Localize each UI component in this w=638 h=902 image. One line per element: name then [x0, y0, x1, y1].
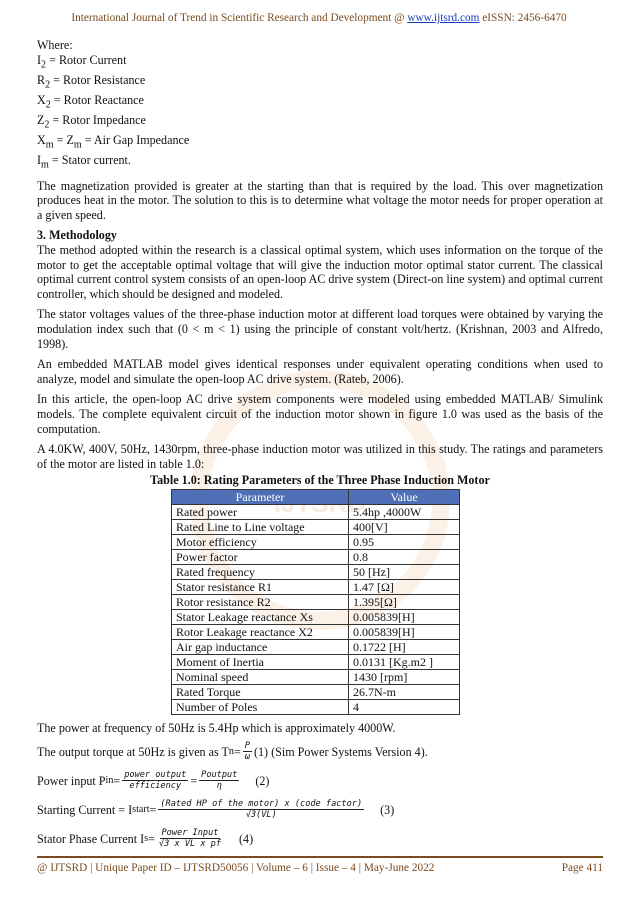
table-row: Stator Leakage reactance Xs 0.005839[H] [172, 609, 460, 624]
def-item: $X_2$ = Rotor Reactance [37, 92, 144, 110]
torque-equation: The output torque at 50Hz is given as T n = $\frac{P}{\omega}$ (1) (Sim Power Systems Version 4). [37, 741, 428, 763]
footer-divider [37, 856, 603, 858]
table-row: Rated Torque 26.7N-m [172, 684, 460, 699]
table-row: Rated Line to Line voltage 400[V] [172, 519, 460, 534]
footer-info: @ IJTSRD | Unique Paper ID – IJTSRD50056 | Volume – 6 | Issue – 4 | May-June 2022 [37, 862, 435, 874]
page-content [37, 38, 603, 857]
parameters-table [171, 489, 460, 715]
stator-current-fraction: $\frac{\text{Power Input}}{\text{√3 x VL x pf}}$ [158, 828, 222, 850]
table-row: Rated power 5.4hp ,4000W [172, 504, 460, 519]
paragraph-motor-spec: A 4.0KW, 400V, 50Hz, 1430rpm, three-phase induction motor was utilized in this study. The ratings and parameters of the motor are listed in table 1.0: [37, 442, 603, 471]
header-text: International Journal of Trend in Scientific Research and Development @ [71, 12, 408, 24]
page-footer [37, 862, 603, 874]
table-row: Nominal speed 1430 [rpm] [172, 669, 460, 684]
def-item: $I_2$ = Rotor Current [37, 52, 127, 70]
table-row: Motor efficiency 0.95 [172, 534, 460, 549]
journal-link[interactable]: www.ijtsrd.com [407, 12, 480, 24]
table-row: Power factor 0.8 [172, 549, 460, 564]
paragraph-magnetization: The magnetization provided is greater at the starting than that is required by the load. This over magnetization produces heat in the motor. The solution to this is to determine what voltage the motor needs for proper operation at a given speed. [37, 178, 603, 222]
header-value: Value [349, 489, 460, 504]
power-fraction-2: $\frac{\text{Poutput}}{\eta}$ [201, 770, 238, 792]
table-caption: Table 1.0: Rating Parameters of the Three Phase Induction Motor [150, 473, 490, 488]
def-item: $X_m = Z_m$ = Air Gap Impedance [37, 132, 190, 150]
paragraph-matlab-model: An embedded MATLAB model gives identical responses under equivalent operating conditions when used to analyze, model and simulate the open-loop AC drive system. (Rateb, 2006). [37, 357, 603, 386]
table-row: Rotor resistance R2 1.395[Ω] [172, 594, 460, 609]
power-fraction-1: $\frac{\text{power output}}{\text{efficiency}}$ [124, 770, 187, 792]
page-number: Page 411 [561, 862, 603, 874]
stator-phase-current-equation: Stator Phase Current I s = $\frac{\text{Power Input}}{\text{√3 x VL x pf}}$ (4) [37, 828, 254, 850]
table-row: Stator resistance R1 1.47 [Ω] [172, 579, 460, 594]
paragraph-article: In this article, the open-loop AC drive system components were modeled using embedded MATLAB/ Simulink models. The complete equivalent circuit of the induction motor shown in figure 1.0 was used as the basis of the computation. [37, 392, 603, 436]
def-item: $I_m$ = Stator current. [37, 152, 131, 170]
symbol-definitions [37, 38, 603, 173]
starting-current-equation: Starting Current = I start = $\frac{\text{(Rated HP of the motor) x (code factor)}}{√3(VL)}$ (3) [37, 799, 395, 821]
equation-number: (2) [255, 773, 270, 788]
table-header-row [172, 489, 460, 504]
section-heading: 3. Methodology [37, 228, 117, 243]
paragraph-method: The method adopted within the research is a classical optimal system, which uses information on the torque of the motor to get the acceptable optimal voltage that will give the induction motor optimal stator current. The classical optimal current control system consists of an open-loop AC drive system (Direct-on line system) and optimal current controller, which should be designed and modeled. [37, 242, 603, 301]
torque-fraction: $\frac{P}{\omega}$ [244, 741, 250, 763]
table-row: Rated frequency 50 [Hz] [172, 564, 460, 579]
def-item: $Z_2$ = Rotor Impedance [37, 112, 146, 130]
table-row: Moment of Inertia 0.0131 [Kg.m2 ] [172, 654, 460, 669]
def-item: $R_2$ = Rotor Resistance [37, 72, 146, 90]
starting-current-fraction: $\frac{\text{(Rated HP of the motor) x (code factor)}}{√3(VL)}$ [160, 799, 363, 821]
equation-number: (4) [239, 831, 254, 846]
table-row: Number of Poles 4 [172, 699, 460, 714]
paragraph-power: The power at frequency of 50Hz is 5.4Hp which is approximately 4000W. [37, 720, 396, 735]
defs-intro: Where: [37, 38, 73, 52]
equation-number: (3) [380, 802, 395, 817]
header-parameter: Parameter [172, 489, 349, 504]
table-row: Rotor Leakage reactance X2 0.005839[H] [172, 624, 460, 639]
table-row: Air gap inductance 0.1722 [H] [172, 639, 460, 654]
header-issn: eISSN: 2456-6470 [479, 12, 567, 24]
power-input-equation: Power input P in = $\frac{\text{power output}}{\text{efficiency}}$ = $\frac{\text{Poutput}}{\eta}$ (2) [37, 770, 270, 792]
paragraph-stator-voltage: The stator voltages values of the three-phase induction motor at different load torques were obtained by varying the modulation index such that (0 < m < 1) using the principle of constant volt/hertz. (Krishnan, 2003 and Alfredo, 1998). [37, 307, 603, 351]
journal-header [0, 12, 638, 24]
